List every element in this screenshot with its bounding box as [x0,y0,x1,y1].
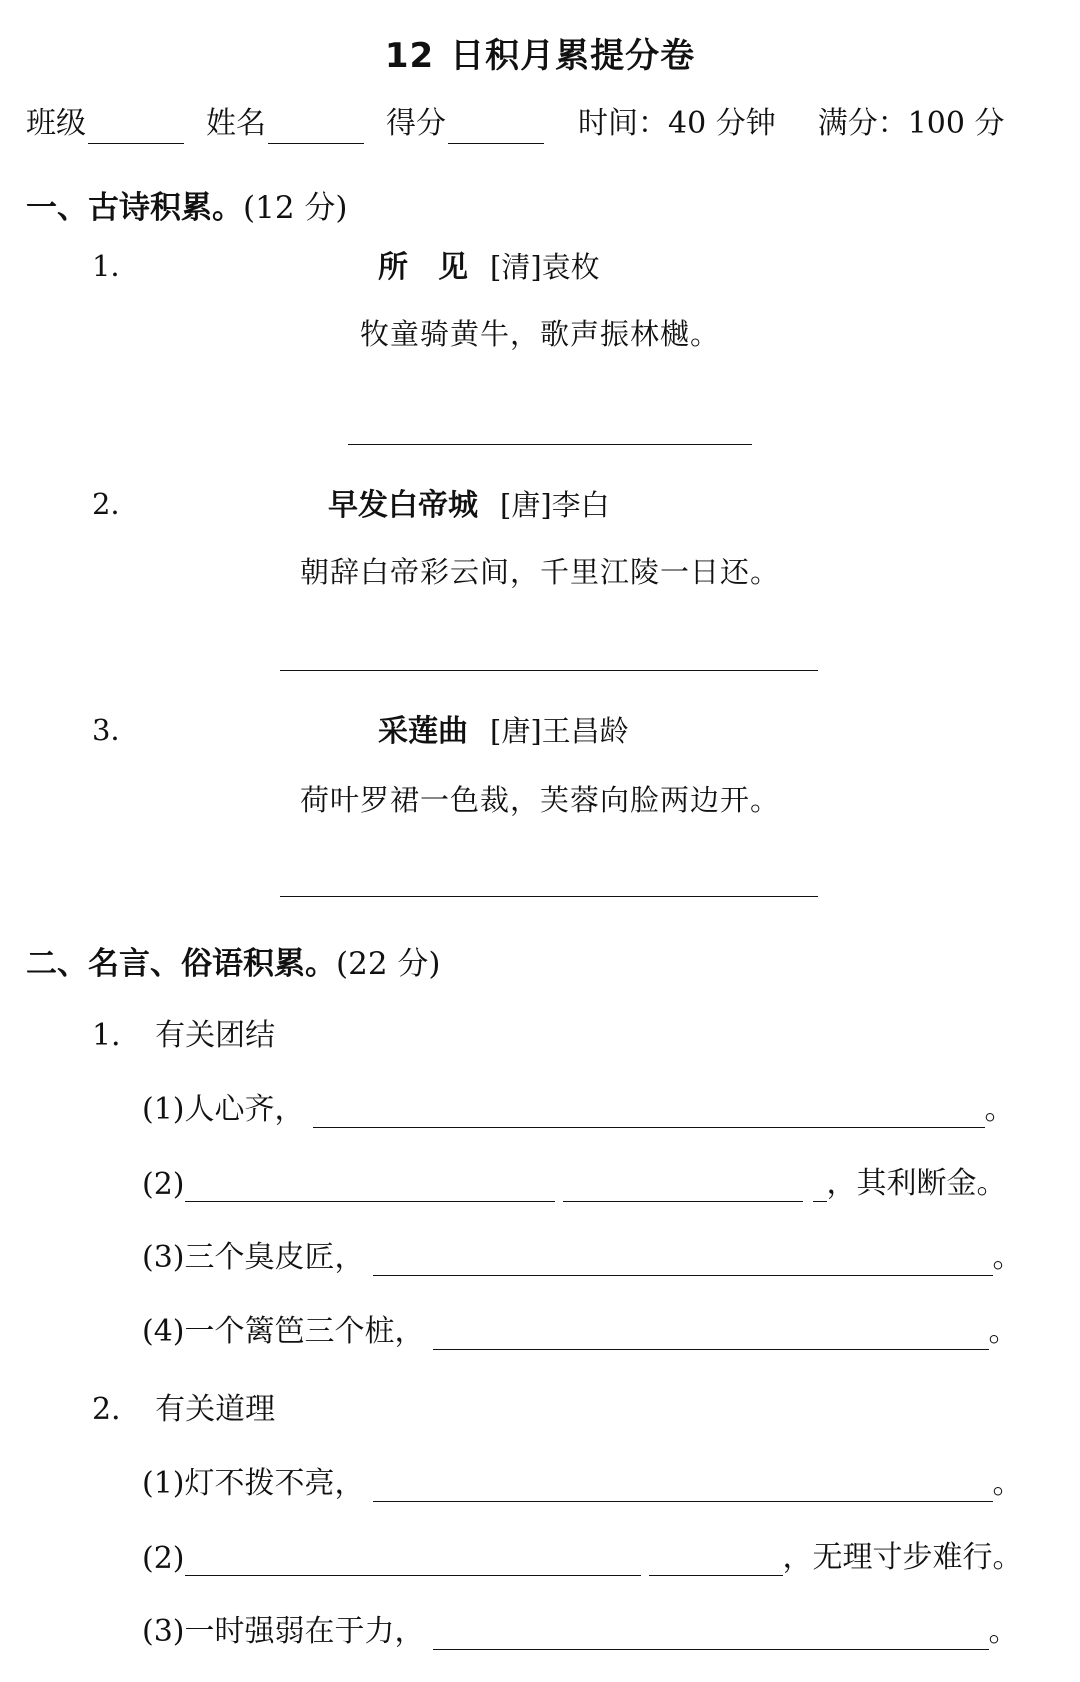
fill-item-1-2-blank-b[interactable] [563,1167,803,1202]
poem-3-answer-line[interactable] [280,896,818,897]
fill-item-1-3-suffix: 。 [992,1240,1023,1275]
fill-item-2-2-blank-b[interactable] [649,1541,783,1576]
poem-1-heading [378,242,600,286]
poem-2-title: 早发白帝城 [328,488,478,523]
class-blank[interactable] [88,111,184,144]
fill-item-1-3 [142,1232,1023,1276]
section-2-heading [26,938,441,983]
group-1-label: 有关团结 [155,1018,276,1053]
poem-1-author: [清]袁枚 [490,250,600,284]
name-label: 姓名 [206,106,266,141]
score-blank[interactable] [448,111,544,144]
score-label: 得分 [386,106,446,141]
page-title [0,28,1080,77]
fill-item-1-3-blank[interactable] [373,1241,993,1276]
fill-item-1-2-prefix: (2) [142,1167,185,1202]
poem-2-answer-line[interactable] [280,670,818,671]
poem-1-number: 1． [92,249,140,283]
name-field [206,104,364,144]
fill-item-1-2-blank-a[interactable] [185,1167,555,1202]
poem-3-number: 3． [92,713,140,747]
title-text: 日积月累提分卷 [450,36,696,76]
fill-item-2-1-blank[interactable] [373,1467,993,1502]
fill-item-1-2 [142,1158,1007,1202]
group-1-heading [92,1010,275,1054]
student-info-row [26,104,1035,144]
class-label: 班级 [26,106,86,141]
fill-item-1-1-prefix: (1)人心齐， [142,1092,305,1127]
fill-item-1-3-prefix: (3)三个臭皮匠， [142,1240,365,1275]
fill-item-2-2-prefix: (2) [142,1541,185,1576]
poem-2-author: [唐]李白 [500,488,610,522]
fill-item-2-3 [142,1606,1019,1650]
poem-1-answer-line[interactable] [348,444,752,445]
fill-item-1-2-blank-c[interactable] [813,1167,827,1202]
fill-item-1-4 [142,1306,1019,1350]
fill-item-1-4-prefix: (4)一个篱笆三个桩， [142,1314,425,1349]
time-info: 时间：40 分钟 [578,106,776,141]
poem-2-line: 朝辞白帝彩云间，千里江陵一日还。 [299,555,780,589]
fill-item-1-1 [142,1084,1015,1128]
poem-3-author: [唐]王昌龄 [490,714,629,748]
score-field [386,104,544,144]
class-field [26,104,184,144]
fill-item-2-3-suffix: 。 [988,1614,1019,1649]
poem-1-line: 牧童骑黄牛，歌声振林樾。 [359,317,720,351]
fill-item-2-2-blank-a[interactable] [185,1541,641,1576]
poem-1-title: 所 见 [378,250,468,285]
fill-item-2-3-prefix: (3)一时强弱在于力， [142,1614,425,1649]
section-1-title: 一、古诗积累。 [26,190,243,226]
fill-item-1-2-suffix: ，其利断金。 [826,1166,1007,1201]
fill-item-1-1-blank[interactable] [313,1093,985,1128]
fill-item-1-4-suffix: 。 [988,1314,1019,1349]
fill-item-2-1 [142,1458,1023,1502]
poem-3-title: 采莲曲 [378,714,468,749]
group-2-number: 2． [92,1392,142,1427]
poem-2-number: 2． [92,487,140,521]
poem-3-line: 荷叶罗裙一色裁，芙蓉向脸两边开。 [299,783,780,817]
section-1-score: (12 分) [243,190,348,226]
fill-item-2-3-blank[interactable] [433,1615,989,1650]
group-2-label: 有关道理 [155,1392,276,1427]
name-blank[interactable] [268,111,364,144]
fill-item-2-1-prefix: (1)灯不拨不亮， [142,1466,365,1501]
poem-2-heading [328,480,610,524]
full-score-info: 满分：100 分 [817,106,1005,141]
fill-item-2-1-suffix: 。 [992,1466,1023,1501]
section-1-heading [26,182,348,227]
fill-item-2-2-suffix: ，无理寸步难行。 [782,1540,1023,1575]
group-1-number: 1． [92,1018,142,1053]
fill-item-1-4-blank[interactable] [433,1315,989,1350]
fill-item-1-1-suffix: 。 [984,1092,1015,1127]
group-2-heading [92,1384,275,1428]
fill-item-2-2 [142,1532,1023,1576]
section-2-title: 二、名言、俗语积累。 [26,946,336,982]
section-2-score: (22 分) [336,946,441,982]
poem-3-heading [378,706,629,750]
unit-number: 12 [384,36,435,76]
